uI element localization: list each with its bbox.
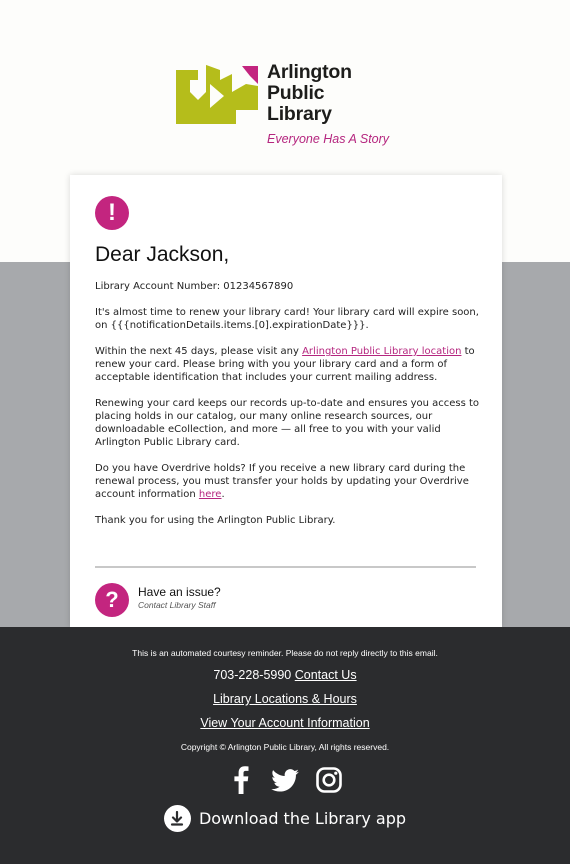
overdrive-text-before: Do you have Overdrive holds? If you receive a new library card during the renewal process, you must transfer your holds by updating your Overdrive account information — [95, 463, 469, 500]
thank-you-line: Thank you for using the Arlington Public Library. — [95, 515, 336, 526]
social-links — [0, 765, 570, 795]
library-name-line1: Arlington — [267, 61, 352, 83]
phone-contact-row — [0, 668, 570, 682]
greeting-heading: Dear Jackson, — [95, 243, 230, 266]
visit-paragraph — [95, 345, 480, 384]
copyright: Copyright © Arlington Public Library, All rights reserved. — [180, 742, 390, 752]
help-title: Have an issue? — [138, 585, 221, 599]
library-location-link[interactable]: Arlington Public Library location — [302, 346, 462, 357]
question-icon[interactable]: ? — [95, 583, 129, 617]
download-icon — [164, 805, 191, 832]
twitter-icon[interactable] — [270, 765, 300, 795]
locations-row — [0, 692, 570, 706]
notification-card — [70, 175, 502, 627]
library-name — [267, 62, 352, 125]
library-logo-mark-icon — [176, 62, 258, 124]
overdrive-here-link[interactable]: here — [198, 489, 222, 500]
message-body — [95, 280, 480, 540]
renewal-paragraph: It's almost time to renew your library card! Your library card will expire soon, on {{{notificationDetails.items.[0].expirationDate}}}. — [95, 307, 479, 331]
library-name-line2: Public — [267, 82, 325, 104]
visit-text-before: Within the next 45 days, please visit any — [95, 346, 303, 357]
facebook-icon[interactable] — [226, 765, 256, 795]
library-logo[interactable] — [176, 62, 406, 152]
locations-hours-link[interactable]: Library Locations & Hours — [213, 692, 357, 706]
overdrive-paragraph — [95, 462, 480, 501]
view-account-link[interactable]: View Your Account Information — [200, 716, 370, 730]
contact-staff-link[interactable]: Contact Library Staff — [138, 600, 216, 610]
download-app-label: Download the Library app — [198, 809, 407, 828]
account-number-line: Library Account Number: 01234567890 — [95, 281, 294, 292]
instagram-icon[interactable] — [314, 765, 344, 795]
exclamation-icon: ! — [95, 196, 129, 230]
footer — [0, 627, 570, 864]
benefits-paragraph: Renewing your card keeps our records up-to-date and ensures you access to placing holds in our catalog, our many online research sources, our downloadable eCollection, and more — all free to you with your valid Arlington Public Library card. — [95, 398, 480, 448]
phone-number[interactable]: 703-228-5990 — [213, 668, 292, 682]
library-name-line3: Library — [267, 103, 332, 125]
library-tagline: Everyone Has A Story — [267, 132, 390, 146]
overdrive-text-after: . — [221, 489, 225, 500]
contact-us-link[interactable]: Contact Us — [294, 668, 357, 682]
visit-text-after: to renew your card. Please bring with you your library card and a form of acceptable identification that includes your current mailing address. — [95, 346, 475, 383]
account-row — [0, 716, 570, 730]
download-app-row[interactable] — [0, 805, 570, 832]
automated-notice: This is an automated courtesy reminder. Please do not reply directly to this email. — [132, 648, 438, 658]
card-divider — [95, 566, 476, 568]
